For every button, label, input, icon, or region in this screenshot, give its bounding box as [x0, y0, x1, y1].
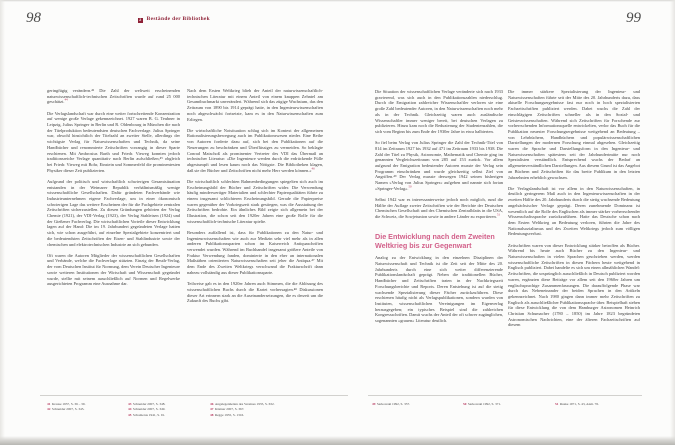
scan-edge-left — [0, 0, 5, 445]
running-header-title: Bestände der Bibliothek — [146, 16, 211, 22]
footnote-number: 47 — [210, 407, 214, 412]
footnote: 42 Schneider 2007, S. 345. — [47, 407, 85, 412]
paragraph: geringfügig verändern.⁴³ Die Zahl der weltweit erscheinenden naturwissenschaftlich-technischen Zeitschriften wurde auf rund 25 000 geschätzt.$^{44}$ — [47, 88, 180, 105]
running-header — [40, 16, 308, 23]
paragraph: Die wirtschaftliche Notsituation schlug sich im Kontext der allgemeinen Rationalisierungsbewegung auch im Publikationswesen nieder. Eine Reihe von Autoren forderte dazu auf, sich bei den Publikationen auf die Neuerungen zu beschränken und Überflüssiges zu vermeiden. So beklagte Conrad Matschoß als prominenter Vertreter des VDI das Übermaß an technischer Literatur: »Die Ingenieure werden durch die erdrückende Fülle abgestumpft und lesen kaum noch das Nötigste. Die Bibliotheken klagen, daß sie der Bücher und Zeitschriften nicht mehr Herr werden können.«$^{46}$ — [187, 127, 323, 173]
paragraph: Nach dem Ersten Weltkrieg blieb der Anteil der naturwissenschaftlich-technischen Literatur mit einem Anteil von einem knappen Zehntel am Gesamtbuchmarkt unverändert. Während sich das zügige Wachstum, das den Zeitraum von 1890 bis 1914 geprägt hatte, in den Ingenieurwissenschaften noch abgeschwächt fortsetzte, kam es in den Naturwissenschaften zum Erliegen. — [187, 88, 323, 122]
footnote-number: 44 — [128, 407, 132, 412]
paragraph: Die immer stärkere Spezialisierung der Ingenieur- und Naturwissenschaften führte seit der Mitte des 20. Jahrhunderts dazu, dass aktuelle Forschungsergebnisse fast nur noch in hoch spezialisierten Fachzeitschriften publiziert werden. Dabei wuchs die Zahl der einschlägigen Zeitschriften schneller als in den Sozial- und Geisteswissenschaften. Während sich Zeitschriften für Forschende zur vorherrschenden Informationsquelle entwickelten, verlor das Buch für die Publikation neuester Forschungsergebnisse weitgehend an Bedeutung – von Lehrbüchern, Handbüchern und populärwissenschaftlichen Darstellungen der modernen Forschung einmal abgesehen. Gleichzeitig waren die Sprache und Darstellungsform in den Ingenieur- und Naturwissenschaften spätestens seit der Jahrhundertmitte nur noch Spezialisten verständlich. Entsprechend wuchs der Bedarf an allgemeinverständlichen Darstellungen. Aus diesem Grund ist das Angebot an Büchern und Zeitschriften für das breite Publikum in den letzten Jahrzehnten erheblich gewachsen. — [508, 89, 640, 180]
footnote-marker: 50 — [408, 184, 412, 189]
left-page-column-1 — [47, 88, 180, 293]
footnote-number: 50 — [463, 402, 467, 406]
footnote-group — [210, 402, 323, 418]
footnote: 46 Angelegenheiten des Vereines 1935, S. 632. — [210, 402, 275, 406]
footnote-number: 45 — [128, 412, 132, 417]
paragraph: Zeitschriften waren von dieser Entwicklung stärker betroffen als Bücher. Während bis heute auch Bücher zu den Ingenieur- und Naturwissenschaften in vielen Sprachen geschrieben werden, werden wissenschaftliche Zeitschriften in diesen Fächern heute weitgehend in Englisch publiziert. Dabei handelte es sich um einen allmählichen Wandel: Zeitschriften, die ursprünglich ausschließlich in Deutsch publiziert worden waren, ergänzten diese Beiträge vor allem seit den 1960er Jahren um englischsprachige Zusammenfassungen. Die darauffolgende Phase war durch das Nebeneinander der beiden Sprachen in den Artikeln gekennzeichnet. Nach 1980 gingen dann immer mehr Zeitschriften zu Englisch als ausschließlicher Publikationssprache über. Beispielhaft stehen für diese Entwicklung die von dem Hamburger Astronomen Heinrich Christian Schumacher (1780 – 1850) im Jahre 1823 begründeten Astronomischen Nachrichten, eine der älteren Fachzeitschriften auf diesem — [508, 242, 640, 328]
footnote: 48 Regge 1935, S. 1316. — [210, 412, 245, 417]
footnote-rule-right — [368, 395, 642, 396]
footnote-number: 48 — [210, 412, 214, 417]
footnote: 50 Sarkowski 1992, S. 371. — [463, 402, 502, 406]
paragraph: Teilweise gab es in den 1920er Jahren auch Stimmen, die die Ablösung des wissenschaftlichen Buchs durch die Kartei vorhersagten.⁴⁸ Diskussionen dieser Art erinnern stark an die Auseinandersetzungen, die es derzeit um die Zukunft des Buchs gibt. — [187, 281, 323, 304]
footnote-number: 46 — [210, 402, 214, 406]
footnote-group — [128, 402, 206, 418]
footnote-group — [47, 402, 123, 413]
paragraph: Die Verlagslandschaft war durch eine weiter fortschreitende Konzentration auf wenige große Verlage gekennzeichnet. 1927 waren B. G. Teubner in Leipzig, Julius Springer in Berlin und R. Oldenbourg in München die nach der Titelproduktion bedeutendsten deutschen Fachverlage. Julius Springer war, obwohl hinsichtlich der Titelzahl an zweiter Stelle, allerdings der wichtigste Verlag für Naturwissenschaften und Technik, da seine Handbücher und renommierte Zeitschriften vorrangig in dieser Sparte erschienen. Mit Ambrosius Barth und Friedr. Vieweg konnten jedoch traditionsreiche Verlage quantitativ nach Berlin aufschließen,⁴⁵ obgleich bei Friedr. Vieweg mit Bohr, Einstein und Sommerfeld die prominentesten Physiker dieser Zeit publizierten. — [47, 110, 180, 173]
chapter-marker: 2 — [139, 17, 142, 22]
scan-edge-top — [0, 0, 675, 2]
footnote: 51 Ruske 1971, S. 43, Anm. 76. — [555, 402, 599, 406]
footnote-group — [463, 402, 549, 407]
paragraph: Selbst 1942 war es interessanterweise jedoch noch möglich, rund die Hälfte der Auflage zweier Zeitschriften wie der Berichte der Deutschen Chemischen Gesellschaft und des Chemischen Zentralblatts in die USA, die Schweiz, die Sowjetunion sowie in andere Länder zu exportieren.$^{51}$ — [375, 196, 503, 220]
footnote-group — [555, 402, 641, 407]
paragraph: Die Situation der wissenschaftlichen Verlage veränderte sich nach 1933 gravierend, was sich auch in den Publikationszahlen niederschlug. Durch die Emigration zahlreicher Wissenschaftler verloren sie eine große Zahl bedeutender Autoren, in den Naturwissenschaften noch mehr als in der Technik. Gleichzeitig waren auch ausländische Wissenschaftler immer weniger bereit, bei deutschen Verlagen zu publizieren. Hinzu kam noch die Reduzierung der Studentenzahlen, die sich vom Beginn bis zum Ende der 1930er Jahre in etwa halbierten. — [375, 89, 503, 134]
footnote-marker: 46 — [311, 166, 315, 171]
footnote-group — [372, 402, 458, 407]
footnote-number: 42 — [47, 407, 51, 412]
paragraph: Die Verlagslandschaft ist vor allem in den Naturwissenschaften, in deutlich geringerem Maß auch in den Ingenieurwissenschaften in der zweiten Hälfte des 20. Jahrhunderts durch die stetig wachsende Bedeutung angelsächsischer Verlage geprägt. Deren zunehmende Dominanz ist wesentlich auf die Rolle des Englischen als immer stärker vorherrschender Wissenschaftssprache zurückzuführen. Hatte das Deutsche schon nach dem Ersten Weltkrieg an Bedeutung verloren, führten die Jahre des Nationalsozialismus und des Zweiten Weltkriegs jedoch zum völligen Bedeutungsverlust. — [508, 185, 640, 237]
footnote: 49 Sarkowski 1992, S. 337. — [372, 402, 411, 406]
section-heading: Die Entwicklung nach dem Zweiten Weltkrieg bis zur Gegenwart — [375, 231, 495, 250]
footnote: 44 Schneider 2007, S. 349. — [128, 407, 166, 412]
page-number-right: 99 — [626, 10, 641, 26]
paragraph: Die wirtschaftlich schlechten Rahmenbedingungen spiegelten sich auch im Erscheinungsbild der Bücher und Zeitschriften wider. Die Verwendung häufig minderwertiger Materialien und schlechter Papierqualitäten führte zu einem insgesamt schlichteren Erscheinungsbild. Gerade die Papierpreise waren gegenüber der Vorkriegszeit stark gestiegen, was die Ausstattung der Zeitschriften bedrohte. Ein ähnliches Bild zeigte sich allgemein bei der Illustration, die schon seit den 1920er Jahren eine große Rolle für die wissenschaftlich-technische Literatur spielte. — [187, 178, 323, 224]
footnote-number: 49 — [372, 402, 376, 406]
footnote-marker: 44 — [64, 97, 68, 102]
footnote: 47 Kästner 2007, S. 367. — [210, 407, 245, 412]
paragraph: Besonders auffallend ist, dass für Publikationen zu den Natur- und Ingenieurwissenschaften wie auch zur Medizin sehr viel mehr als in allen anderen Publikationssparten schon im Kaiserreich Antiquaschriften verwendet wurden. Während im Buchhandel insgesamt größere Anteile von Fraktur Verwendung fanden, dominierte in den eher an internationalen Maßstäben orientierten Naturwissenschaften seit jeher die Antiqua.⁴⁷ Mit dem Ende des Zweiten Weltkriegs verschwand die Frakturschrift dann nahezu vollständig aus dieser Publikationssparte. — [187, 229, 323, 275]
footnote-rule-left — [40, 395, 348, 396]
scan-edge-bottom — [0, 436, 675, 445]
right-page-column-2 — [508, 89, 640, 334]
scan-edge-right — [670, 0, 675, 445]
footnote-marker: 51 — [496, 212, 500, 217]
left-page-column-2 — [187, 88, 323, 309]
paragraph: Aufgrund der politisch und wirtschaftlich schwierigen Gesamtsituation entstanden in der Weimarer Republik verhältnismäßig wenige wissenschaftliche Gesellschaften. Dafür gründeten Fachverbände wie Industrieunternehmen eigene Fachverlage, um in einer ökonomisch schwierigen Lage das weitere Erscheinen der für die Fachgebiete zentralen Zeitschriften sicherzustellen. Zu diesen Gründungen gehörten der Verlag Chemie (1921), der VDI-Verlag (1923), der Verlag Stahleisen (1924) und der Gießener Fachverlag. Die wirtschaftlichen Vorteile dieser Entwicklung lagen auf der Hand: Die im 19. Jahrhundert gegründeten Verlage hatten sich, wie schon ausgeführt, auf einzelne Spezialgebiete konzentriert und die bedeutendsten Zeitschriften der Eisen- und Stahlindustrie sowie der chemischen und elektrotechnischen Industrie an sich gebunden. — [47, 178, 180, 247]
footnote-number: 43 — [128, 402, 132, 406]
footnote: 41 Krause 1937, S. 36 – 39. — [47, 402, 86, 406]
paragraph: Oft waren die Autoren Mitglieder der wissenschaftlichen Gesellschaften und Verbände, welche die Fachverlage stützten. Einzig der Beuth-Verlag, der vom Deutschen Institut für Normung, dem Verein Deutscher Ingenieure sowie weiteren Institutionen der Wirtschaft und Wissenschaft gegründet wurde, stellte mit seinem ausschließlich auf Normen und Regelwerke ausgerichteten Programm eine Ausnahme dar. — [47, 252, 180, 287]
footnote: 43 Schneider 2007, S. 348. — [128, 402, 166, 406]
footnote: 45 Schomerus 1941, S. 91. — [128, 412, 166, 417]
page-number-left: 98 — [26, 10, 41, 26]
footnote-number: 51 — [555, 402, 559, 406]
right-page-column-1 — [375, 89, 503, 329]
paragraph: So fiel beim Verlag von Julius Springer die Zahl der Technik-Titel von 814 im Zeitraum 1927 bis 1932 auf 471 im Zeitraum 1933 bis 1938. Die Zahl der Titel zu Physik, Astronomie, Mathematik und Chemie ging im genannten Vergleichszeitraum von 285 auf 153 zurück. Vor allem aufgrund der Emigration bedeutender Autoren musste der Verlag sein Programm einschränken und wurde gleichzeitig selbst Ziel von Angriffen.⁴⁹ Der Verlag musste deswegen 1942 seinen bisherigen Namen »Verlag von Julius Springer« aufgeben und nannte sich fortan »Springer-Verlag«.$^{50}$ — [375, 140, 503, 191]
paragraph: Analog zu der Entwicklung in den einzelnen Disziplinen der Naturwissenschaft und Technik ist die Zeit seit der Mitte des 20. Jahrhunderts durch eine sich weiter differenzierende Publikationslandschaft geprägt. Neben die traditionellen Bücher, Handbücher und Zeitschriften traten in der Nachkriegszeit Forschungsberichte und Reports. Deren Entstehung ist auf die stetig wachsende Spezialisierung dieser Fächer zurückzuführen. Diese erschienen häufig nicht als Verlagspublikationen, sondern wurden von Instituten, wissenschaftlichen Vereinigungen im Eigenverlag herausgegeben; ein typisches Beispiel sind die zahlreichen Kongressschriften. Damit wuchs der Anteil der oft schwer zugänglichen, sogenannten »grauen« Literatur deutlich. — [375, 255, 503, 324]
footnote-number: 41 — [47, 402, 51, 406]
